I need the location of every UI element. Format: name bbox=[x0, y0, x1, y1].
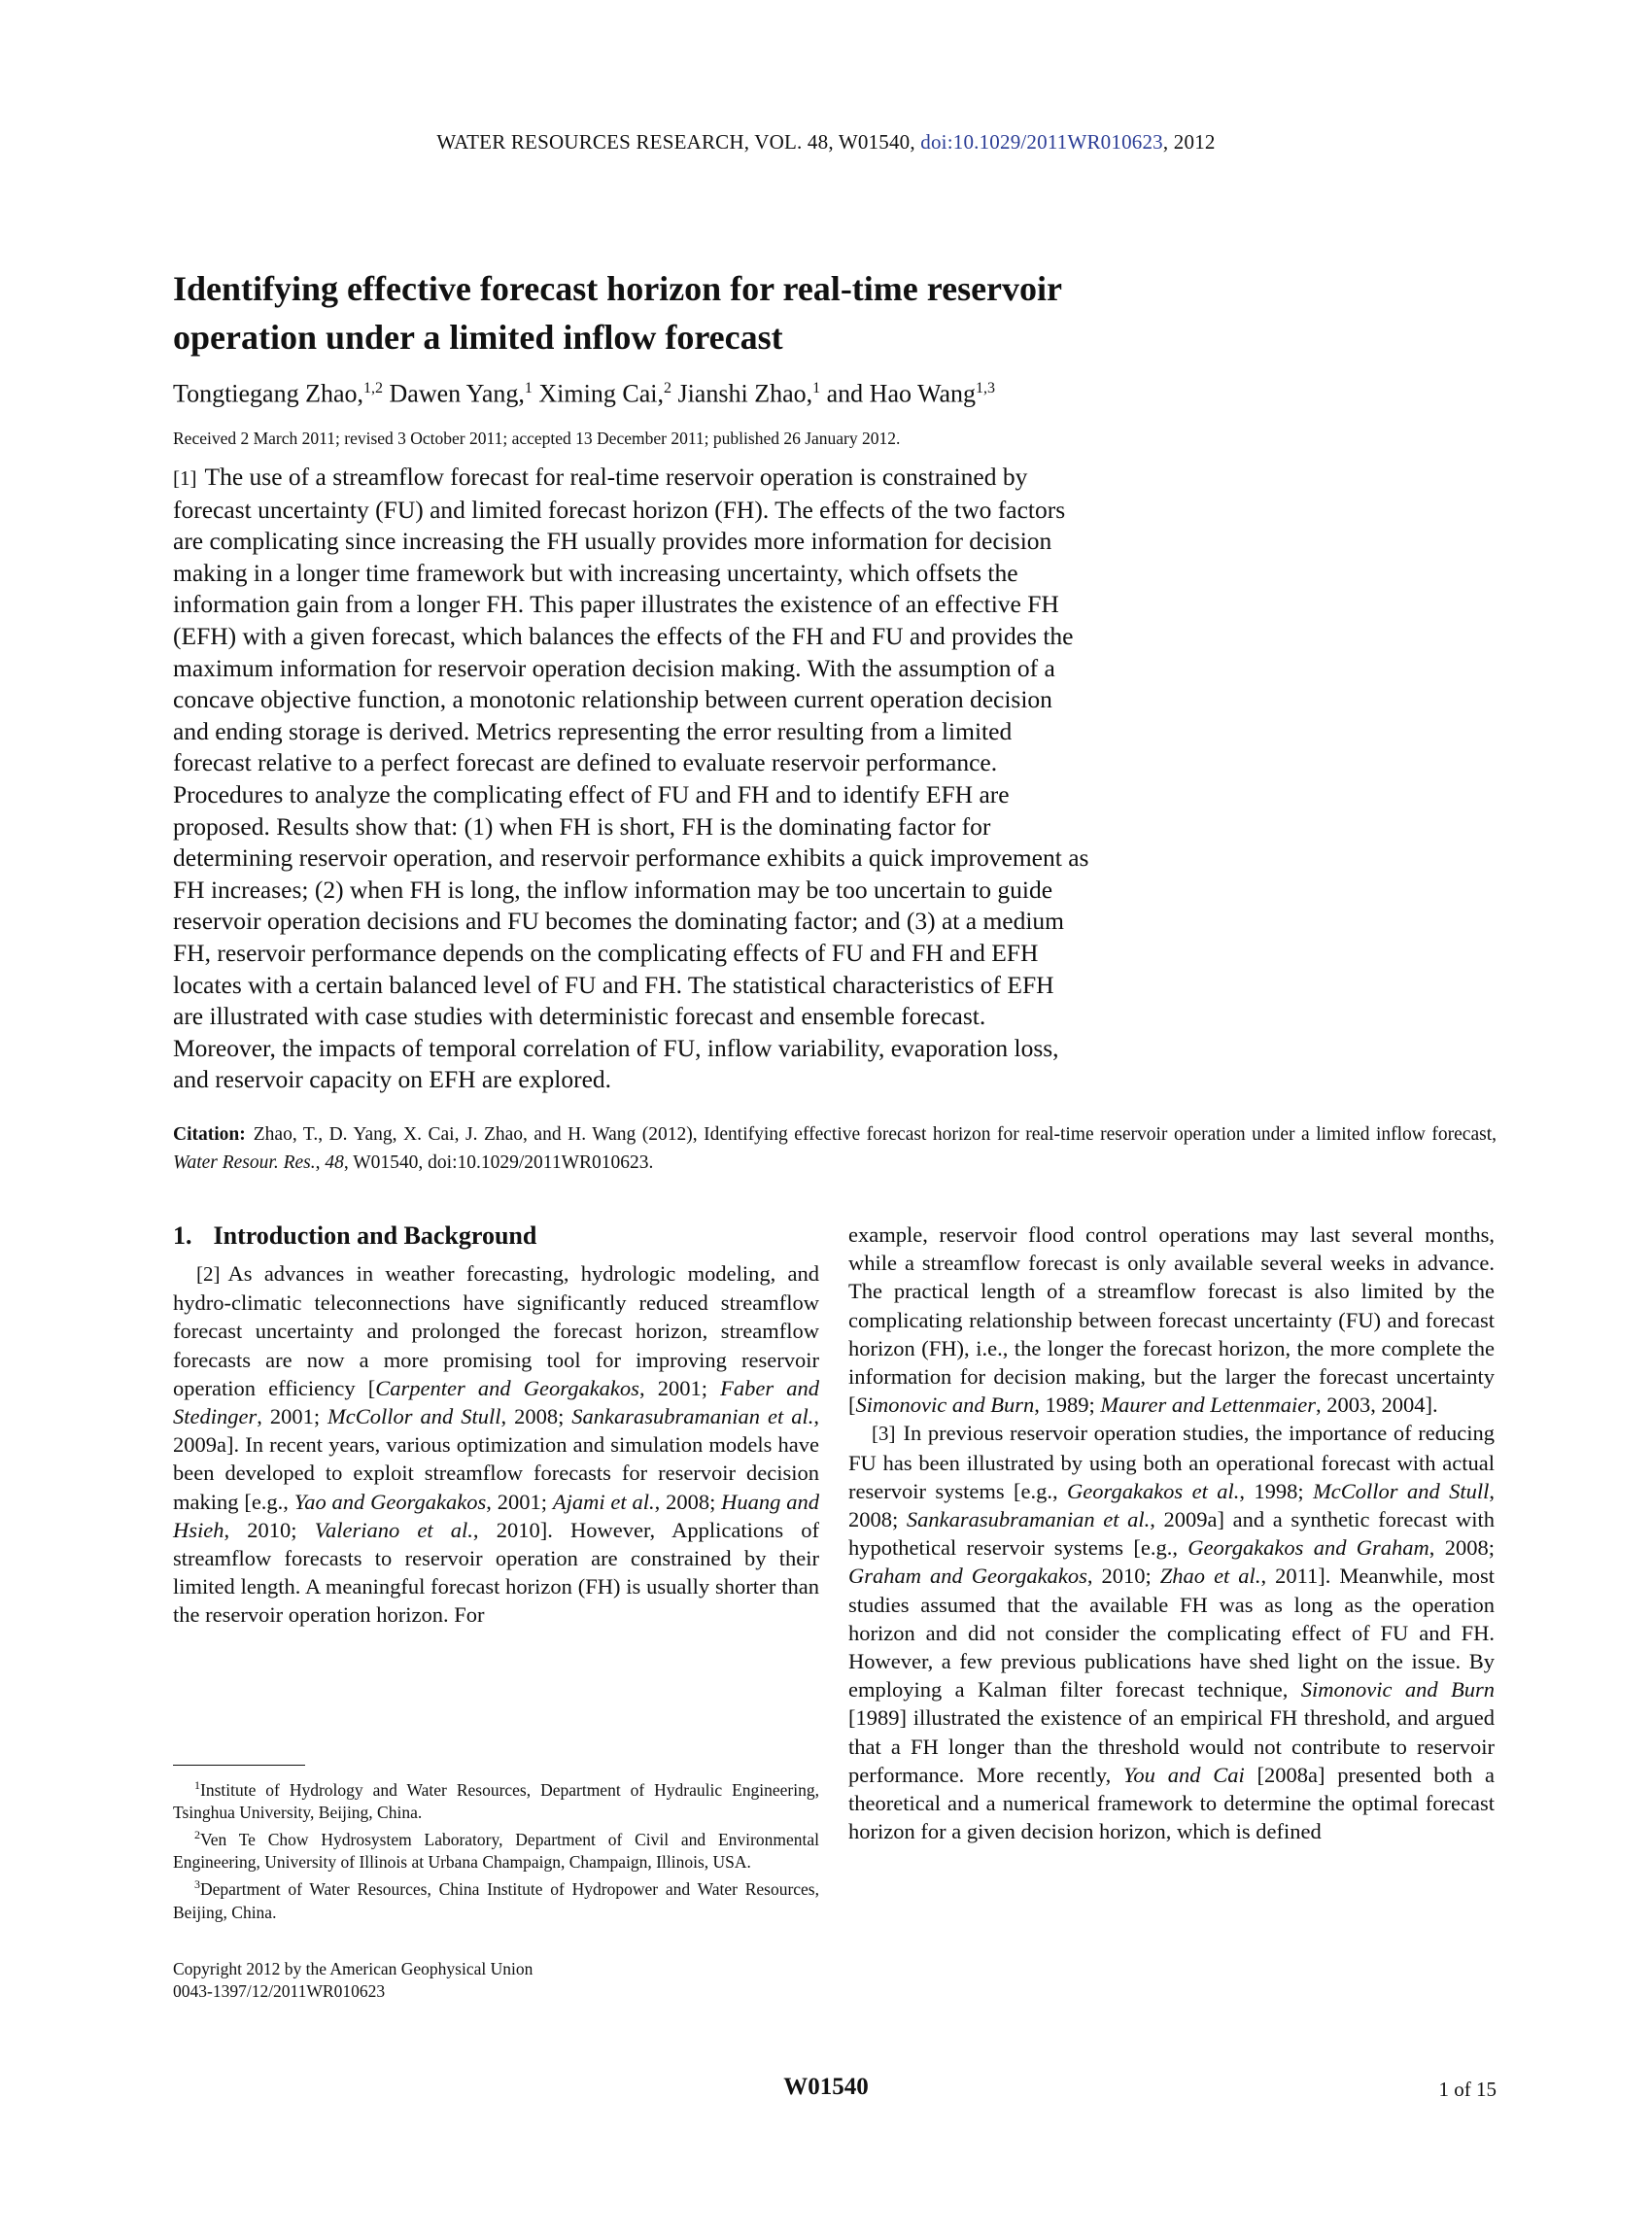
reference: Zhao et al. bbox=[1159, 1564, 1261, 1589]
text: In previous reservoir operation studies, the importance of reducing FU has been illustrated by using both an operational forecast with actual reservoir systems [e.g., bbox=[848, 1421, 1495, 1503]
reference: Sankarasubramanian et al. bbox=[571, 1404, 814, 1429]
section-heading bbox=[173, 1221, 819, 1252]
abstract-line: and reservoir capacity on EFH are explored. bbox=[173, 1065, 612, 1094]
abstract-line: concave objective function, a monotonic relationship between current operation decision bbox=[173, 685, 1052, 714]
author-name: Ximing Cai, bbox=[538, 379, 664, 408]
reference: Simonovic and Burn bbox=[1300, 1677, 1496, 1702]
issn-line: 0043-1397/12/2011WR010623 bbox=[173, 1981, 386, 2001]
footnote-text: Ven Te Chow Hydrosystem Laboratory, Department of Civil and Environmental Engineering, University of Illinois at Urbana Champaign, Champaign, Illinois, USA. bbox=[173, 1830, 819, 1873]
reference: Maurer and Lettenmaier bbox=[1100, 1393, 1317, 1418]
footnote bbox=[173, 1774, 819, 1824]
text: , 2011]. Meanwhile, most studies assumed that the available FH was as long as the operation horizon and did not consider the complicating effect of FU and FH. However, a few previous publications have shed light on the issue. By employing a Kalman filter forecast technique, bbox=[848, 1564, 1495, 1702]
paragraph-number: [2] bbox=[196, 1262, 221, 1286]
reference: Georgakakos et al. bbox=[1067, 1478, 1240, 1503]
text: , 2008; bbox=[848, 1478, 1495, 1532]
footnote-text: Department of Water Resources, China Institute of Hydropower and Water Resources, Beijing, China. bbox=[173, 1879, 819, 1922]
reference: Ajami et al. bbox=[552, 1489, 655, 1514]
abstract-line: forecast relative to a perfect forecast are defined to evaluate reservoir performance. bbox=[173, 748, 998, 777]
abstract-line: Procedures to analyze the complicating effect of FU and FH and to identify EFH are bbox=[173, 779, 1010, 808]
page-count: 1 of 15 bbox=[1438, 2078, 1497, 2101]
reference: Faber and Stedinger bbox=[173, 1375, 819, 1429]
citation-volume: 48 bbox=[325, 1152, 344, 1173]
running-head bbox=[0, 130, 1652, 155]
footnote bbox=[173, 1824, 819, 1874]
abstract-line: reservoir operation decisions and FU becomes the dominating factor; and (3) at a medium bbox=[173, 907, 1065, 936]
abstract-line: determining reservoir operation, and reservoir performance exhibits a quick improvement as bbox=[173, 843, 1089, 873]
year: , 2012 bbox=[1162, 130, 1216, 154]
title-line-2: operation under a limited inflow forecast bbox=[173, 318, 783, 357]
text: , 2010; bbox=[1086, 1564, 1160, 1589]
paragraph-number: [3] bbox=[872, 1422, 896, 1446]
author-name: Tongtiegang Zhao, bbox=[173, 379, 364, 408]
abstract bbox=[173, 462, 1291, 1096]
reference: McCollor and Stull bbox=[1313, 1478, 1490, 1503]
abstract-line: The use of a streamflow forecast for real-time reservoir operation is constrained by bbox=[204, 463, 1028, 491]
paragraph-number: [1] bbox=[173, 466, 197, 490]
abstract-line: FH, reservoir performance depends on the complicating effects of FU and FH and EFH bbox=[173, 938, 1039, 967]
citation-label: Citation: bbox=[173, 1124, 246, 1145]
doi-link[interactable]: doi:10.1029/2011WR010623 bbox=[920, 130, 1163, 154]
abstract-line: locates with a certain balanced level of FU and FH. The statistical characteristics of EFH bbox=[173, 970, 1054, 999]
reference: McCollor and Stull bbox=[327, 1404, 501, 1429]
paper-title bbox=[173, 264, 1495, 361]
abstract-line: and ending storage is derived. Metrics representing the error resulting from a limited bbox=[173, 716, 1013, 745]
text: , 2008; bbox=[500, 1404, 572, 1429]
footnote-mark: 2 bbox=[194, 1828, 200, 1842]
reference: Sankarasubramanian et al. bbox=[906, 1507, 1151, 1532]
footnote-mark: 3 bbox=[194, 1877, 200, 1892]
abstract-line: maximum information for reservoir operation decision making. With the assumption of a bbox=[173, 653, 1055, 682]
abstract-line: are illustrated with case studies with deterministic forecast and ensemble forecast. bbox=[173, 1002, 986, 1031]
right-column bbox=[848, 1221, 1495, 1845]
copyright bbox=[173, 1958, 819, 2003]
text: , 2001; bbox=[638, 1375, 721, 1400]
abstract-line: are complicating since increasing the FH usually provides more information for decision bbox=[173, 527, 1052, 556]
citation-text: Zhao, T., D. Yang, X. Cai, J. Zhao, and H. Wang (2012), Identifying effective forecast horizon for real-time reservoir operation under a limited inflow forecast, bbox=[253, 1124, 1497, 1145]
abstract-line: making in a longer time framework but with increasing uncertainty, which offsets the bbox=[173, 558, 1018, 587]
text: , 2008; bbox=[654, 1489, 722, 1514]
reference: Huang and Hsieh bbox=[173, 1489, 819, 1542]
page-identifier: W01540 bbox=[783, 2074, 869, 2100]
reference: You and Cai bbox=[1122, 1762, 1245, 1787]
copyright-line: Copyright 2012 by the American Geophysical Union bbox=[173, 1959, 533, 1978]
author-name: and Hao Wang bbox=[826, 379, 977, 408]
reference: Graham and Georgakakos bbox=[848, 1564, 1087, 1589]
text: example, reservoir flood control operations may last several months, while a streamflow forecast is only available several weeks in advance. The practical length of a streamflow forecast is also limited by the complicating relationship between forecast uncertainty (FU) and forecast horizon (FH), i.e., the longer the forecast horizon, the more complete the information for decision making, but the larger the forecast uncertainty [ bbox=[848, 1222, 1495, 1418]
text: , 2010; bbox=[224, 1517, 315, 1542]
text: , 1998; bbox=[1239, 1478, 1314, 1503]
text: , 2001; bbox=[486, 1489, 553, 1514]
title-line-1: Identifying effective forecast horizon for real-time reservoir bbox=[173, 269, 1063, 308]
abstract-line: FH increases; (2) when FH is long, the inflow information may be too uncertain to guide bbox=[173, 875, 1053, 904]
footnote-text: Institute of Hydrology and Water Resources, Department of Hydraulic Engineering, Tsinghua University, Beijing, China. bbox=[173, 1779, 819, 1823]
abstract-line: (EFH) with a given forecast, which balances the effects of the FH and FU and provides the bbox=[173, 621, 1074, 650]
text: [1989] illustrated the existence of an empirical FH threshold, and argued that a FH longer than the threshold would not contribute to reservoir performance. More recently, bbox=[848, 1705, 1495, 1787]
reference: Yao and Georgakakos bbox=[293, 1489, 487, 1514]
journal-info: WATER RESOURCES RESEARCH, VOL. 48, W01540, bbox=[436, 130, 915, 154]
author-name: Dawen Yang, bbox=[389, 379, 525, 408]
reference: Carpenter and Georgakakos bbox=[375, 1375, 639, 1400]
citation-text-end: , W01540, doi:10.1029/2011WR010623. bbox=[343, 1152, 654, 1173]
text: , 2001; bbox=[257, 1404, 328, 1429]
paragraph-2-continued bbox=[848, 1221, 1495, 1419]
text: , 2003, 2004]. bbox=[1316, 1393, 1438, 1418]
text: , 2009a] and a synthetic forecast with hypothetical reservoir systems [e.g., bbox=[848, 1507, 1495, 1561]
section-title: Introduction and Background bbox=[213, 1221, 537, 1250]
text: , 2008; bbox=[1428, 1535, 1495, 1561]
section-number: 1. bbox=[173, 1221, 192, 1250]
footnote bbox=[173, 1874, 819, 1923]
text: , 1989; bbox=[1034, 1393, 1101, 1418]
citation-sep: , bbox=[315, 1152, 326, 1173]
citation bbox=[173, 1120, 1497, 1177]
text: [2008a] presented both a theoretical and a numerical framework to determine the optimal forecast horizon for a given decision horizon, which is defined bbox=[848, 1762, 1496, 1844]
reference: Georgakakos and Graham bbox=[1187, 1535, 1429, 1561]
text: , 2010]. However, Applications of streamflow forecasts to reservoir operation are constrained by their limited length. A meaningful forecast horizon (FH) is usually shorter than the reservoir operation horizon. For bbox=[173, 1517, 820, 1628]
author-affiliation: 2 bbox=[663, 380, 671, 396]
received-dates: Received 2 March 2011; revised 3 October 2011; accepted 13 December 2011; published 26 January 2012. bbox=[173, 429, 901, 448]
paragraph-2 bbox=[173, 1259, 819, 1630]
author-name: Jianshi Zhao, bbox=[677, 379, 813, 408]
text: , 2009a]. In recent years, various optimization and simulation models have been developed to exploit streamflow forecasts for reservoir decision making [e.g., bbox=[173, 1404, 819, 1514]
paragraph-3 bbox=[848, 1419, 1495, 1845]
author-affiliation: 1,3 bbox=[976, 380, 996, 396]
abstract-line: information gain from a longer FH. This paper illustrates the existence of an effective FH bbox=[173, 590, 1059, 619]
abstract-line: Moreover, the impacts of temporal correlation of FU, inflow variability, evaporation loss, bbox=[173, 1033, 1059, 1062]
author-affiliation: 1,2 bbox=[363, 380, 384, 396]
abstract-line: proposed. Results show that: (1) when FH is short, FH is the dominating factor for bbox=[173, 811, 991, 841]
reference: Valeriano et al. bbox=[314, 1517, 473, 1542]
abstract-line: forecast uncertainty (FU) and limited forecast horizon (FH). The effects of the two factors bbox=[173, 495, 1066, 524]
author-affiliation: 1 bbox=[524, 380, 533, 396]
author-affiliation: 1 bbox=[812, 380, 821, 396]
author-list bbox=[173, 371, 1495, 412]
text: As advances in weather forecasting, hydrologic modeling, and hydro-climatic teleconnections have significantly reduced streamflow forecast uncertainty and prolonged the forecast horizon, streamflow forecasts are now a more promising tool for improving reservoir operation efficiency [ bbox=[173, 1261, 819, 1400]
footnotes bbox=[173, 1774, 819, 1924]
reference: Simonovic and Burn bbox=[855, 1393, 1035, 1418]
footnote-rule bbox=[173, 1765, 305, 1766]
footnote-mark: 1 bbox=[194, 1778, 200, 1792]
citation-journal: Water Resour. Res. bbox=[173, 1152, 316, 1173]
left-column bbox=[173, 1221, 819, 1630]
